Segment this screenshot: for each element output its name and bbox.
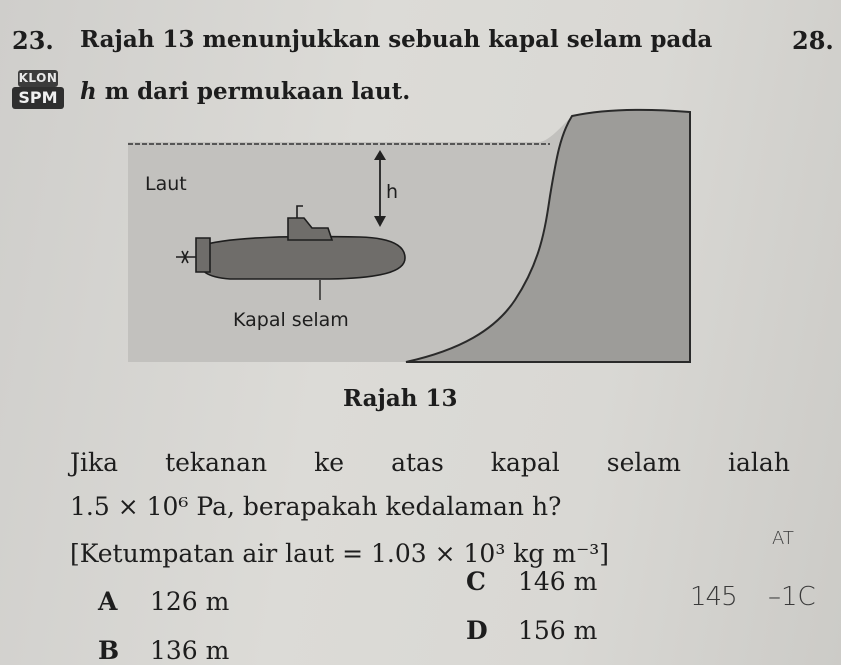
submarine-label: Kapal selam <box>233 309 349 331</box>
word: kapal <box>490 448 560 477</box>
option-b[interactable] <box>98 636 229 665</box>
option-d[interactable] <box>466 616 597 645</box>
depth-label: h <box>386 181 399 203</box>
submarine-tail-fin <box>196 238 210 272</box>
word: ialah <box>728 448 790 477</box>
option-text: 136 m <box>150 636 230 665</box>
badge-bottom-text: SPM <box>12 87 64 109</box>
question-line-2-rest: m dari permukaan laut. <box>96 78 411 105</box>
submarine-hull <box>200 237 405 279</box>
body-line-2: 1.5 × 10⁶ Pa, berapakah kedalaman h? <box>70 492 562 521</box>
next-question-number: 28. <box>792 26 834 55</box>
word: ke <box>314 448 345 477</box>
option-letter: B <box>98 636 120 665</box>
option-c[interactable] <box>466 567 597 596</box>
option-a[interactable] <box>98 587 229 616</box>
word: tekanan <box>165 448 268 477</box>
sea-label: Laut <box>145 173 187 195</box>
word: selam <box>606 448 682 477</box>
option-letter: A <box>98 587 118 616</box>
body-line-3: [Ketumpatan air laut = 1.03 × 10³ kg m⁻³] <box>70 539 610 568</box>
option-letter: D <box>466 616 488 645</box>
depth-variable: h <box>80 78 97 105</box>
option-text: 156 m <box>518 616 598 645</box>
word: Jika <box>70 448 119 477</box>
handwriting-note-3: –1C <box>768 582 816 612</box>
body-line-1 <box>70 448 790 477</box>
question-number: 23. <box>12 26 54 55</box>
option-text: 126 m <box>150 587 230 616</box>
option-letter: C <box>466 567 486 596</box>
word: atas <box>391 448 444 477</box>
handwriting-note-1: AT <box>772 528 794 549</box>
badge-top-text: KLON <box>18 71 58 85</box>
option-text: 146 m <box>518 567 598 596</box>
figure-caption: Rajah 13 <box>343 385 458 412</box>
handwriting-note-2: 145 <box>690 582 737 612</box>
question-line-1: Rajah 13 menunjukkan sebuah kapal selam pada <box>80 26 713 53</box>
